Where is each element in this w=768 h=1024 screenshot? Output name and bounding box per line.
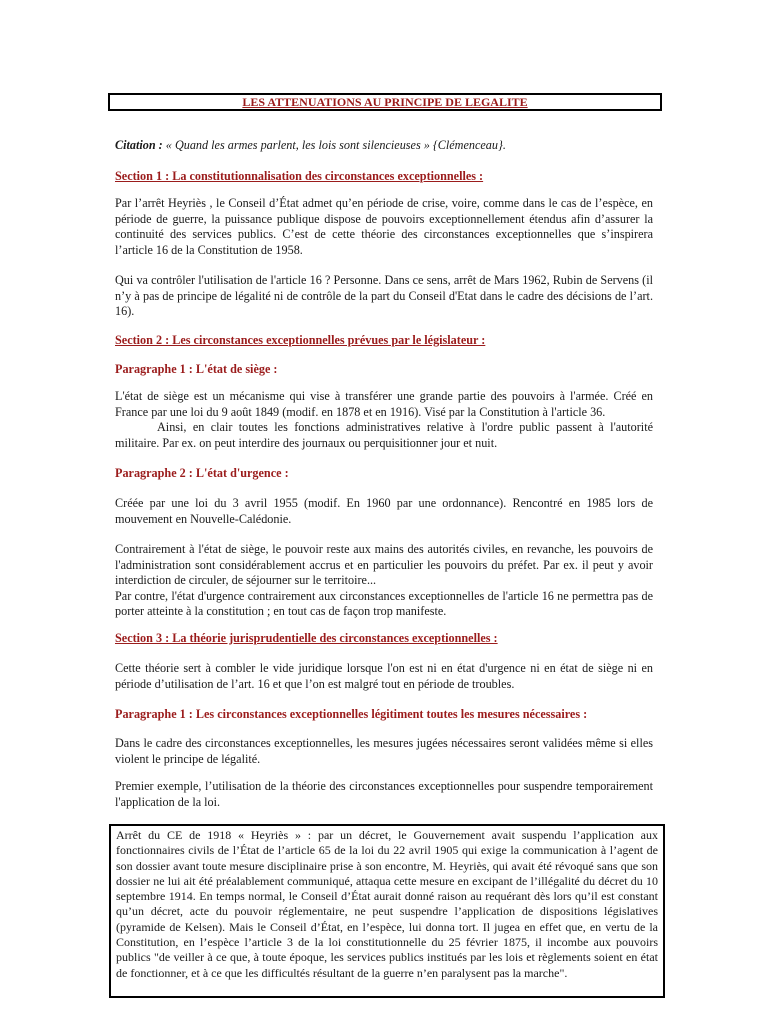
document-title: LES ATTENUATIONS AU PRINCIPE DE LEGALITE [108,93,662,111]
s2-paragraph2-heading: Paragraphe 2 : L'état d'urgence : [115,466,289,480]
s2-paragraph2-text2b: Par contre, l'état d'urgence contrairement aux circonstances exceptionnelles de l'article 16 ne permettra pas de porter atteinte à la constitution ; en tout cas de façon trop manifeste. [115,588,653,619]
s3-paragraph1-heading: Paragraphe 1 : Les circonstances exceptionnelles légitiment toutes les mesures nécessaires : [115,707,588,721]
section2-heading: Section 2 : Les circonstances exceptionnelles prévues par le législateur : [115,333,486,347]
s3-paragraph1-text2: Premier exemple, l’utilisation de la théorie des circonstances exceptionnelles pour suspendre temporairement l'application de la loi. [115,779,653,809]
s2-paragraph2-text2 [115,542,653,620]
s3-paragraph1-text1: Dans le cadre des circonstances exceptionnelles, les mesures jugées nécessaires seront validées même si elles violent le principe de légalité. [115,736,653,766]
section1-paragraph2: Qui va contrôler l'utilisation de l'article 16 ? Personne. Dans ce sens, arrêt de Mars 1962, Rubin de Servens (il n’y à pas de principe de légalité ni de contrôle de la part du Conseil d'Etat dans le cadre des décisions de l’art. 16). [115,273,653,319]
heyries-case-box: Arrêt du CE de 1918 « Heyriès » : par un décret, le Gouvernement avait suspendu l’application aux fonctionnaires civils de l’État de l’article 65 de la loi du 22 avril 1905 qui exige la communication à l’agent de son dossier avant toute mesure disciplinaire prise à son encontre, M. Heyriès, qui avait été révoqué sans que son dossier ne lui ait été préalablement communiqué, attaqua cette mesure en excipant de l’illégalité du décret du 10 septembre 1914. En temps normal, le Conseil d’État aurait donné raison au requérant dès lors qu’il est constant qu’un décret, acte du pouvoir réglementaire, ne peut suspendre l’application de dispositions législatives (pyramide de Kelsen). Mais le Conseil d’État, en l’espèce, lui donna tort. Il jugea en effet que, en vertu de la Constitution, en l’espèce l’article 3 de la loi constitutionnelle du 25 février 1875, il incombe aux pouvoirs publics "de veiller à ce que, à toute époque, les services publics institués par les lois et règlements soient en état de fonctionner, et à ce que les difficultés résultant de la guerre n’en paralysent pas la marche". [109,824,665,998]
s2-paragraph2-text2a: Contrairement à l'état de siège, le pouvoir reste aux mains des autorités civiles, en revanche, les pouvoirs de l'administration sont considérablement accrus et en particulier les pouvoirs du préfet. Par ex. il peut y avoir interdiction de circuler, de séjourner sur le territoire... [115,542,653,588]
section1-heading: Section 1 : La constitutionnalisation des circonstances exceptionnelles : [115,169,484,183]
citation-text: « Quand les armes parlent, les lois sont silencieuses » {Clémenceau}. [165,138,506,152]
citation-label: Citation : [115,138,163,152]
section3-heading: Section 3 : La théorie jurisprudentielle des circonstances exceptionnelles : [115,631,498,645]
s2-paragraph1-text-b: Ainsi, en clair toutes les fonctions administratives relative à l'ordre public passent à l'autorité militaire. Par ex. on peut interdire des journaux ou perquisitionner jour et nuit. [115,420,653,450]
citation [115,138,653,154]
section1-paragraph1: Par l’arrêt Heyriès , le Conseil d’État admet qu’en période de crise, voire, comme dans le cas de l’espèce, en période de guerre, la puissance publique dispose de pouvoirs exceptionnellement étendus afin d’assurer la continuité des services publics. C’est de cette théorie des circonstances exceptionnelles que s’inspirera l’article 16 de la Constitution de 1958. [115,196,653,257]
section3-paragraph1: Cette théorie sert à combler le vide juridique lorsque l'on est ni en état d'urgence ni en état de siège ni en période d’utilisation de l’art. 16 et que l’on est malgré tout en période de troubles. [115,661,653,691]
s2-paragraph1-heading: Paragraphe 1 : L'état de siège : [115,362,278,376]
s2-paragraph2-text1: Créée par une loi du 3 avril 1955 (modif. En 1960 par une ordonnance). Rencontré en 1985 lors de mouvement en Nouvelle-Calédonie. [115,496,653,526]
s2-paragraph1-text-a: L'état de siège est un mécanisme qui vise à transférer une grande partie des pouvoirs à l'armée. Créé en France par une loi du 9 août 1849 (modif. en 1878 et en 1916). Visé par la Constitution à l'article 36. [115,389,653,419]
s2-paragraph1-text [115,389,653,451]
